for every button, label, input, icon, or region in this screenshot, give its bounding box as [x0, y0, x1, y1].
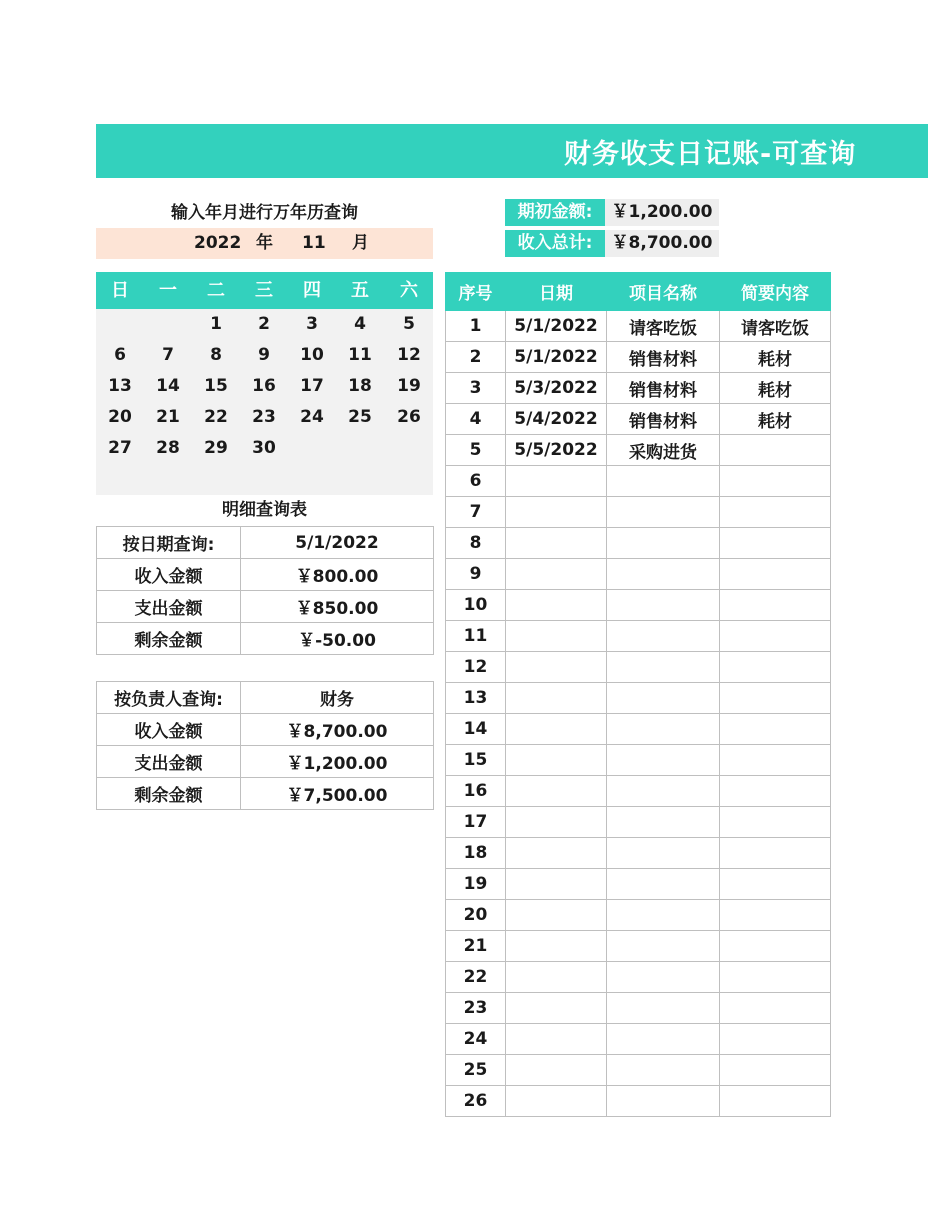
table-row — [97, 591, 434, 623]
table-row — [446, 590, 831, 621]
ledger-index-cell: 8 — [446, 528, 506, 559]
income-total-label: 收入总计: — [505, 230, 605, 257]
ledger-date-cell[interactable] — [506, 1055, 607, 1086]
ledger-date-cell[interactable] — [506, 900, 607, 931]
ledger-date-cell[interactable]: 5/5/2022 — [506, 435, 607, 466]
ledger-summary-cell[interactable] — [720, 1055, 831, 1086]
calendar-day: 12 — [397, 345, 421, 365]
person-query-table — [96, 681, 434, 810]
calendar-day: 22 — [204, 407, 228, 427]
weekday-header: 一 — [159, 280, 177, 301]
table-row — [446, 435, 831, 466]
ledger-date-cell[interactable] — [506, 745, 607, 776]
ledger-summary-cell[interactable] — [720, 528, 831, 559]
ledger-date-cell[interactable] — [506, 993, 607, 1024]
table-row — [446, 838, 831, 869]
calendar-day: 19 — [397, 376, 421, 396]
ledger-item-cell[interactable] — [607, 1086, 720, 1117]
ledger-item-cell[interactable] — [607, 869, 720, 900]
ledger-summary-cell[interactable] — [720, 435, 831, 466]
ledger-date-cell[interactable] — [506, 497, 607, 528]
income-total-value: ￥8,700.00 — [605, 230, 719, 257]
ledger-index-cell: 26 — [446, 1086, 506, 1117]
calendar-day: 8 — [210, 345, 222, 365]
ledger-summary-cell[interactable]: 耗材 — [720, 404, 831, 435]
table-row — [446, 900, 831, 931]
table-row — [446, 497, 831, 528]
ledger-summary-cell[interactable] — [720, 962, 831, 993]
ledger-date-cell[interactable]: 5/3/2022 — [506, 373, 607, 404]
ledger-index-cell: 14 — [446, 714, 506, 745]
ledger-item-cell[interactable]: 请客吃饭 — [607, 311, 720, 342]
table-row — [446, 962, 831, 993]
ledger-summary-cell[interactable] — [720, 466, 831, 497]
weekday-header: 四 — [303, 280, 321, 301]
table-row — [446, 1024, 831, 1055]
ledger-summary-cell[interactable]: 请客吃饭 — [720, 311, 831, 342]
ledger-summary-cell[interactable]: 耗材 — [720, 373, 831, 404]
ledger-item-cell[interactable]: 采购进货 — [607, 435, 720, 466]
ledger-item-cell[interactable]: 销售材料 — [607, 342, 720, 373]
ledger-summary-cell[interactable] — [720, 683, 831, 714]
ledger-item-cell[interactable] — [607, 993, 720, 1024]
ledger-summary-cell[interactable] — [720, 993, 831, 1024]
ledger-item-cell[interactable] — [607, 652, 720, 683]
calendar-day: 28 — [156, 438, 180, 458]
ledger-date-cell[interactable] — [506, 807, 607, 838]
opening-balance-value: ￥1,200.00 — [605, 199, 719, 226]
calendar-day: 21 — [156, 407, 180, 427]
calendar-day: 16 — [252, 376, 276, 396]
ledger-item-cell[interactable] — [607, 528, 720, 559]
table-row — [446, 466, 831, 497]
table-row — [446, 807, 831, 838]
ledger-index-cell: 9 — [446, 559, 506, 590]
ledger-date-cell[interactable] — [506, 652, 607, 683]
ledger-item-cell[interactable] — [607, 683, 720, 714]
ledger-index-cell: 17 — [446, 807, 506, 838]
ledger-date-cell[interactable] — [506, 590, 607, 621]
calendar-day: 17 — [300, 376, 324, 396]
ledger-item-cell[interactable] — [607, 621, 720, 652]
person-income-label: 收入金额 — [97, 714, 241, 746]
ledger-index-cell: 10 — [446, 590, 506, 621]
year-month-input-row[interactable] — [96, 228, 433, 259]
calendar-day: 1 — [210, 314, 222, 334]
table-row — [446, 776, 831, 807]
table-row — [446, 1055, 831, 1086]
ledger-item-cell[interactable] — [607, 745, 720, 776]
table-row — [97, 527, 434, 559]
ledger-date-cell[interactable] — [506, 869, 607, 900]
opening-balance-label: 期初金额: — [505, 199, 605, 226]
weekday-header: 六 — [400, 280, 418, 301]
ledger-summary-cell[interactable] — [720, 838, 831, 869]
header-date: 日期 — [506, 273, 607, 311]
ledger-index-cell: 4 — [446, 404, 506, 435]
table-row — [446, 745, 831, 776]
table-row — [446, 1086, 831, 1117]
calendar-day: 10 — [300, 345, 324, 365]
table-row — [97, 714, 434, 746]
ledger-summary-cell[interactable] — [720, 869, 831, 900]
calendar-day: 13 — [108, 376, 132, 396]
ledger-date-cell[interactable] — [506, 1024, 607, 1055]
calendar-day: 24 — [300, 407, 324, 427]
weekday-header: 二 — [207, 280, 225, 301]
calendar-day: 9 — [258, 345, 270, 365]
ledger-summary-cell[interactable] — [720, 590, 831, 621]
ledger-item-cell[interactable] — [607, 1024, 720, 1055]
ledger-item-cell[interactable]: 销售材料 — [607, 404, 720, 435]
weekday-header: 三 — [255, 280, 273, 301]
ledger-item-cell[interactable] — [607, 931, 720, 962]
ledger-summary-cell[interactable]: 耗材 — [720, 342, 831, 373]
calendar-weekday-header — [96, 272, 433, 309]
calendar-day: 11 — [348, 345, 372, 365]
title-banner — [96, 124, 928, 178]
ledger-index-cell: 16 — [446, 776, 506, 807]
ledger-summary-cell[interactable] — [720, 900, 831, 931]
table-row — [446, 404, 831, 435]
person-expense-value: ￥1,200.00 — [241, 746, 434, 778]
ledger-date-cell[interactable] — [506, 838, 607, 869]
ledger-item-cell[interactable] — [607, 559, 720, 590]
table-row — [446, 993, 831, 1024]
table-row — [97, 623, 434, 655]
calendar-day: 30 — [252, 438, 276, 458]
ledger-summary-cell[interactable] — [720, 497, 831, 528]
ledger-item-cell[interactable] — [607, 590, 720, 621]
month-unit-label: 月 — [352, 233, 369, 253]
ledger-index-cell: 25 — [446, 1055, 506, 1086]
ledger-date-cell[interactable] — [506, 1086, 607, 1117]
date-query-input[interactable]: 5/1/2022 — [241, 527, 434, 559]
header-summary: 简要内容 — [720, 273, 831, 311]
ledger-item-cell[interactable] — [607, 776, 720, 807]
date-expense-label: 支出金额 — [97, 591, 241, 623]
ledger-summary-cell[interactable] — [720, 621, 831, 652]
ledger-summary-cell[interactable] — [720, 931, 831, 962]
ledger-summary-cell[interactable] — [720, 1086, 831, 1117]
ledger-index-cell: 6 — [446, 466, 506, 497]
calendar-day: 15 — [204, 376, 228, 396]
ledger-index-cell: 13 — [446, 683, 506, 714]
ledger-item-cell[interactable] — [607, 1055, 720, 1086]
ledger-date-cell[interactable]: 5/1/2022 — [506, 311, 607, 342]
table-row — [446, 869, 831, 900]
ledger-date-cell[interactable]: 5/1/2022 — [506, 342, 607, 373]
calendar-day: 27 — [108, 438, 132, 458]
ledger-summary-cell[interactable] — [720, 745, 831, 776]
ledger-date-cell[interactable] — [506, 931, 607, 962]
date-balance-value: ￥-50.00 — [241, 623, 434, 655]
person-query-input[interactable]: 财务 — [241, 682, 434, 714]
ledger-summary-cell[interactable] — [720, 1024, 831, 1055]
date-income-label: 收入金额 — [97, 559, 241, 591]
ledger-item-cell[interactable]: 销售材料 — [607, 373, 720, 404]
ledger-index-cell: 11 — [446, 621, 506, 652]
ledger-index-cell: 22 — [446, 962, 506, 993]
table-row — [97, 559, 434, 591]
calendar-caption: 输入年月进行万年历查询 — [171, 203, 358, 223]
ledger-summary-cell[interactable] — [720, 776, 831, 807]
ledger-index-cell: 18 — [446, 838, 506, 869]
table-row — [97, 682, 434, 714]
ledger-date-cell[interactable] — [506, 683, 607, 714]
calendar-day: 6 — [114, 345, 126, 365]
calendar-day: 2 — [258, 314, 270, 334]
table-row — [446, 342, 831, 373]
ledger-header-row — [446, 273, 831, 311]
ledger-date-cell[interactable] — [506, 466, 607, 497]
ledger-date-cell[interactable] — [506, 528, 607, 559]
ledger-index-cell: 21 — [446, 931, 506, 962]
ledger-table — [445, 272, 831, 1117]
page-title: 财务收支日记账-可查询 — [564, 139, 857, 170]
person-expense-label: 支出金额 — [97, 746, 241, 778]
header-index: 序号 — [446, 273, 506, 311]
calendar-day: 20 — [108, 407, 132, 427]
table-row — [97, 778, 434, 810]
calendar-day: 4 — [354, 314, 366, 334]
table-row — [446, 683, 831, 714]
ledger-item-cell[interactable] — [607, 900, 720, 931]
ledger-item-cell[interactable] — [607, 497, 720, 528]
ledger-item-cell[interactable] — [607, 962, 720, 993]
ledger-index-cell: 1 — [446, 311, 506, 342]
table-row — [446, 931, 831, 962]
calendar-day: 18 — [348, 376, 372, 396]
calendar-day: 23 — [252, 407, 276, 427]
date-income-value: ￥800.00 — [241, 559, 434, 591]
table-row — [446, 621, 831, 652]
calendar-day: 25 — [348, 407, 372, 427]
weekday-header: 五 — [351, 280, 369, 301]
ledger-index-cell: 3 — [446, 373, 506, 404]
table-row — [446, 311, 831, 342]
date-query-table — [96, 526, 434, 655]
ledger-index-cell: 15 — [446, 745, 506, 776]
table-row — [446, 373, 831, 404]
table-row — [97, 746, 434, 778]
date-balance-label: 剩余金额 — [97, 623, 241, 655]
table-row — [446, 528, 831, 559]
ledger-index-cell: 23 — [446, 993, 506, 1024]
ledger-index-cell: 7 — [446, 497, 506, 528]
ledger-index-cell: 24 — [446, 1024, 506, 1055]
calendar-grid — [96, 309, 433, 495]
calendar-day: 26 — [397, 407, 421, 427]
header-item-name: 项目名称 — [607, 273, 720, 311]
ledger-date-cell[interactable]: 5/4/2022 — [506, 404, 607, 435]
month-input[interactable]: 11 — [302, 233, 326, 253]
table-row — [446, 559, 831, 590]
ledger-index-cell: 5 — [446, 435, 506, 466]
person-balance-value: ￥7,500.00 — [241, 778, 434, 810]
date-query-label: 按日期查询: — [97, 527, 241, 559]
table-row — [446, 714, 831, 745]
person-income-value: ￥8,700.00 — [241, 714, 434, 746]
ledger-item-cell[interactable] — [607, 714, 720, 745]
ledger-item-cell[interactable] — [607, 807, 720, 838]
ledger-date-cell[interactable] — [506, 962, 607, 993]
date-expense-value: ￥850.00 — [241, 591, 434, 623]
calendar-day: 5 — [403, 314, 415, 334]
ledger-date-cell[interactable] — [506, 776, 607, 807]
table-row — [446, 652, 831, 683]
ledger-index-cell: 20 — [446, 900, 506, 931]
ledger-date-cell[interactable] — [506, 559, 607, 590]
ledger-summary-cell[interactable] — [720, 807, 831, 838]
ledger-index-cell: 19 — [446, 869, 506, 900]
ledger-summary-cell[interactable] — [720, 559, 831, 590]
calendar-day: 3 — [306, 314, 318, 334]
calendar-day: 29 — [204, 438, 228, 458]
detail-query-title: 明细查询表 — [222, 500, 307, 520]
person-balance-label: 剩余金额 — [97, 778, 241, 810]
weekday-header: 日 — [111, 280, 129, 301]
ledger-summary-cell[interactable] — [720, 714, 831, 745]
ledger-item-cell[interactable] — [607, 838, 720, 869]
ledger-date-cell[interactable] — [506, 714, 607, 745]
person-query-label: 按负责人查询: — [97, 682, 241, 714]
ledger-item-cell[interactable] — [607, 466, 720, 497]
ledger-date-cell[interactable] — [506, 621, 607, 652]
ledger-index-cell: 2 — [446, 342, 506, 373]
ledger-index-cell: 12 — [446, 652, 506, 683]
calendar-day: 14 — [156, 376, 180, 396]
calendar-day: 7 — [162, 345, 174, 365]
year-unit-label: 年 — [256, 233, 273, 253]
year-input[interactable]: 2022 — [194, 233, 242, 253]
ledger-summary-cell[interactable] — [720, 652, 831, 683]
